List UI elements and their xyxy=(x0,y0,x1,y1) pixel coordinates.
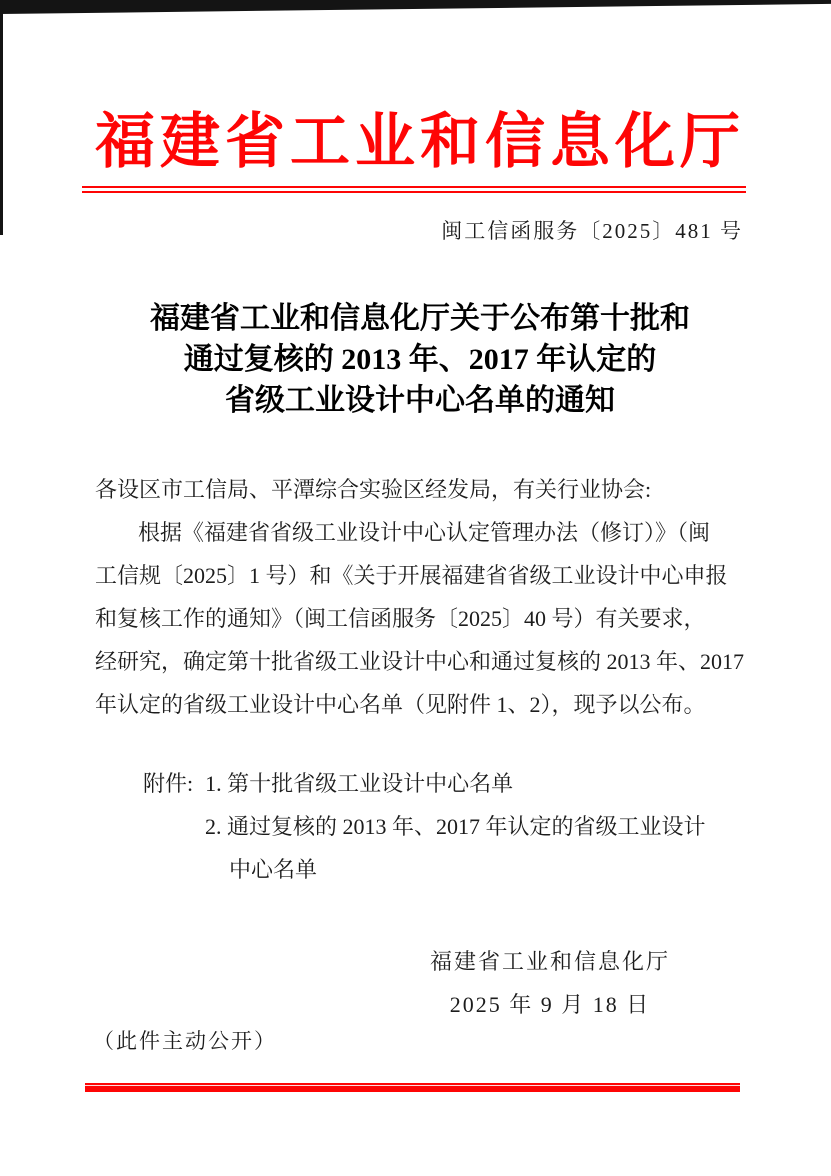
body-paragraph-line: 经研究，确定第十批省级工业设计中心和通过复核的 2013 年、2017 xyxy=(95,649,745,674)
body-paragraph-line: 根据《福建省省级工业设计中心认定管理办法（修订）》（闽 xyxy=(138,520,711,545)
attachment-item-2-text: 2. 通过复核的 2013 年、2017 年认定的省级工业设计 xyxy=(205,814,706,839)
notice-title-line-1: 福建省工业和信息化厅关于公布第十批和 xyxy=(150,302,690,335)
attachment-item-2-text-continued: 中心名单 xyxy=(229,857,318,882)
notice-body xyxy=(95,468,750,726)
body-paragraph-line: 和复核工作的通知》（闽工信函服务〔2025〕40 号）有关要求， xyxy=(95,606,706,631)
body-paragraph-line: 年认定的省级工业设计中心名单（见附件 1、2），现予以公布。 xyxy=(95,692,706,717)
disclosure-note: （此件主动公开） xyxy=(93,1029,277,1053)
attachment-item-1-text: 1. 第十批省级工业设计中心名单 xyxy=(205,771,514,796)
attachment-item-2 xyxy=(205,805,750,848)
attachments-label: 附件: xyxy=(143,771,194,796)
letterhead-agency-name: 福建省工业和信息化厅 xyxy=(95,109,745,175)
attachments-list xyxy=(95,762,750,891)
signature-agency: 福建省工业和信息化厅 xyxy=(429,949,670,974)
signature-date: 2025 年 9 月 18 日 xyxy=(449,992,651,1017)
notice-title-line-3: 省级工业设计中心名单的通知 xyxy=(225,384,615,417)
footer-divider xyxy=(85,1083,740,1092)
scan-edge-top xyxy=(0,0,831,14)
scan-edge-left xyxy=(0,0,3,235)
body-paragraph-line: 工信规〔2025〕1 号）和《关于开展福建省省级工业设计中心申报 xyxy=(95,563,728,588)
attachment-item-1 xyxy=(143,762,750,805)
notice-title xyxy=(90,298,750,421)
letterhead-divider xyxy=(82,186,746,193)
doc-number: 闽工信函服务〔2025〕481 号 xyxy=(441,219,743,243)
signature-block xyxy=(380,940,720,1026)
salutation: 各设区市工信局、平潭综合实验区经发局，有关行业协会: xyxy=(95,477,652,502)
notice-title-line-2: 通过复核的 2013 年、2017 年认定的 xyxy=(183,343,657,376)
attachment-item-2-continued xyxy=(229,848,750,891)
